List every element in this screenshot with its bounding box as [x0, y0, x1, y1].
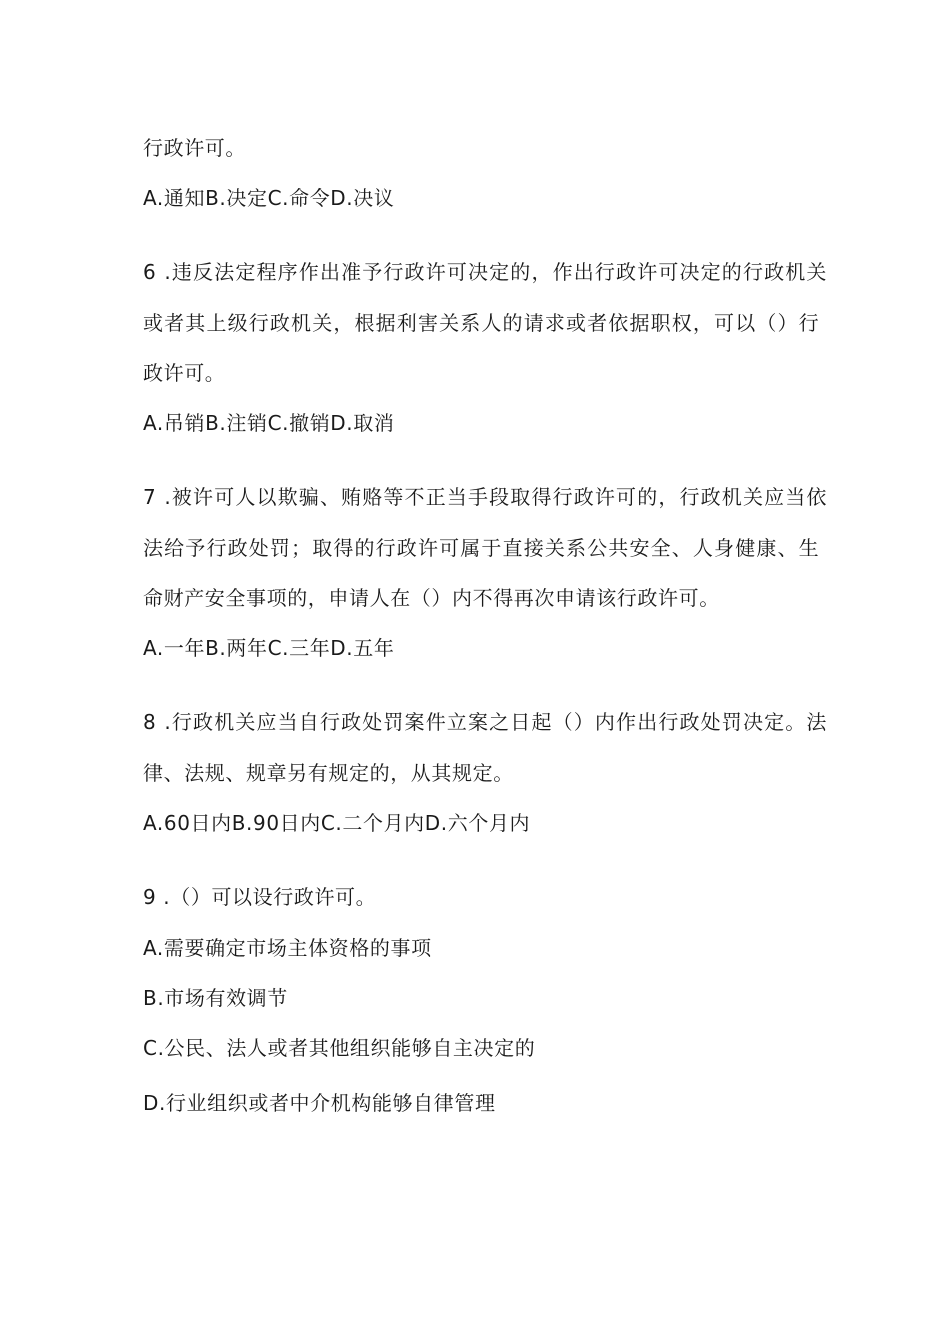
- q7-stem-line-1: 7 .被许可人以欺骗、贿赂等不正当手段取得行政许可的，行政机关应当依: [143, 485, 828, 509]
- q8-options: A.60日内B.90日内C.二个月内D.六个月内: [143, 811, 531, 835]
- q6-stem-line-3: 政许可。: [143, 361, 226, 385]
- q5-tail-text: 行政许可。: [143, 136, 246, 160]
- q6-stem-line-2: 或者其上级行政机关，根据利害关系人的请求或者依据职权，可以（）行: [143, 311, 820, 335]
- q7-stem-line-2: 法给予行政处罚；取得的行政许可属于直接关系公共安全、人身健康、生: [143, 536, 820, 560]
- q6-options: A.吊销B.注销C.撤销D.取消: [143, 411, 395, 435]
- q5-options: A.通知B.决定C.命令D.决议: [143, 186, 395, 210]
- q8-stem-line-2: 律、法规、规章另有规定的，从其规定。: [143, 761, 514, 785]
- q7-options: A.一年B.两年C.三年D.五年: [143, 636, 395, 660]
- q9-option-c: C.公民、法人或者其他组织能够自主决定的: [143, 1036, 536, 1060]
- q9-option-b: B.市场有效调节: [143, 986, 288, 1010]
- q6-stem-line-1: 6 .违反法定程序作出准予行政许可决定的，作出行政许可决定的行政机关: [143, 260, 828, 284]
- q8-stem-line-1: 8 .行政机关应当自行政处罚案件立案之日起（）内作出行政处罚决定。法: [143, 710, 828, 734]
- q9-option-d: D.行业组织或者中介机构能够自律管理: [143, 1091, 496, 1115]
- q9-option-a: A.需要确定市场主体资格的事项: [143, 936, 432, 960]
- q9-stem-line-1: 9 .（）可以设行政许可。: [143, 885, 377, 909]
- q7-stem-line-3: 命财产安全事项的，申请人在（）内不得再次申请该行政许可。: [143, 586, 720, 610]
